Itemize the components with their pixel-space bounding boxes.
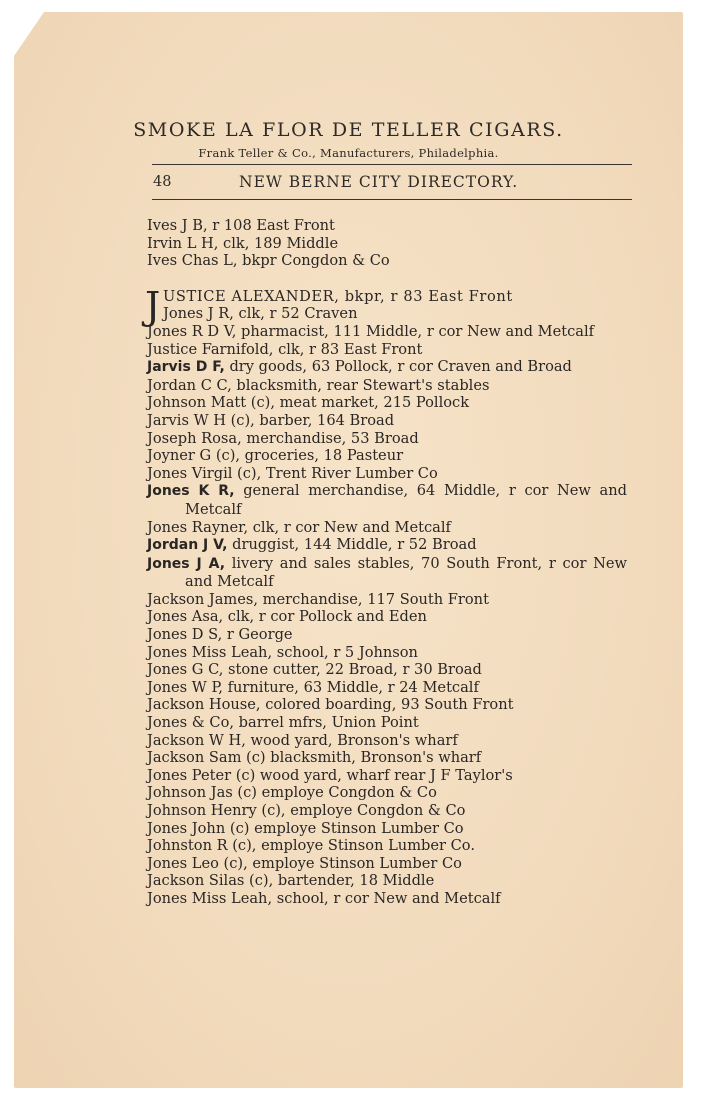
directory-entry: [147, 855, 627, 873]
entry-text: Jackson Silas (c), bartender, 18 Middle: [147, 872, 435, 890]
directory-entry: [147, 802, 627, 820]
entry-text: Jones D S, r George: [147, 626, 293, 644]
directory-entry: [147, 784, 627, 802]
entry-text: Jones Virgil (c), Trent River Lumber Co: [147, 464, 438, 482]
directory-entry: [147, 482, 627, 518]
section-first-line: USTICE ALEXANDER, bkpr, r 83 East Front: [163, 287, 513, 305]
entry-text: Jones & Co, barrel mfrs, Union Point: [147, 714, 419, 732]
directory-entry: [147, 820, 627, 838]
directory-page: [14, 12, 683, 1088]
advertiser-line: Frank Teller & Co., Manufacturers, Philadelphia.: [198, 146, 499, 160]
directory-entry: [147, 696, 627, 714]
header-rule-top: [152, 164, 632, 165]
directory-entry: [147, 555, 627, 591]
drop-cap: J: [145, 283, 161, 328]
entry-text: Jones G C, stone cutter, 22 Broad, r 30 Broad: [147, 661, 482, 679]
directory-entry: [147, 447, 627, 465]
directory-entry: [147, 323, 627, 341]
entries-before-section: [147, 217, 627, 270]
entry-text: Johnston R (c), employe Stinson Lumber Co.: [147, 837, 475, 855]
torn-corner: [14, 12, 44, 56]
entry-text: Jackson W H, wood yard, Bronson's wharf: [147, 731, 458, 749]
entry-text: Jones John (c) employe Stinson Lumber Co: [147, 819, 464, 837]
directory-entry: Ives J B, r 108 East Front: [147, 217, 335, 234]
directory-entry: [147, 837, 627, 855]
entry-text: Jones Miss Leah, school, r 5 Johnson: [147, 643, 418, 661]
entry-bold-name: Jones K R,: [147, 483, 235, 500]
entry-text: Justice Farnifold, clk, r 83 East Front: [147, 340, 423, 358]
page-number: 48: [153, 174, 172, 190]
directory-entry: [147, 732, 627, 750]
directory-entry: Irvin L H, clk, 189 Middle: [147, 234, 339, 252]
directory-entry: [147, 890, 627, 908]
directory-entry: [147, 679, 627, 697]
entry-text: Jones Miss Leah, school, r cor New and Metcalf: [147, 889, 501, 907]
directory-entry: [147, 626, 627, 644]
entry-text: Joyner G (c), groceries, 18 Pasteur: [147, 447, 404, 465]
entry-text: Jones Peter (c) wood yard, wharf rear J F Taylor's: [147, 766, 513, 784]
directory-entry: [147, 377, 627, 395]
directory-entry: [147, 394, 627, 412]
directory-entry: [147, 872, 627, 890]
directory-entry: [147, 714, 627, 732]
directory-entry: [147, 661, 627, 679]
entry-bold-name: Jones J A,: [147, 555, 226, 572]
directory-entry: [147, 767, 627, 785]
directory-entry: [147, 358, 627, 377]
entry-text: Jarvis W H (c), barber, 164 Broad: [147, 411, 395, 429]
entry-text: Johnson Matt (c), meat market, 215 Pollock: [147, 394, 470, 412]
running-title: NEW BERNE CITY DIRECTORY.: [239, 173, 519, 191]
directory-entry: [147, 591, 627, 609]
entry-text: Jones Rayner, clk, r cor New and Metcalf: [147, 518, 451, 536]
entry-text: dry goods, 63 Pollock, r cor Craven and Broad: [224, 358, 572, 376]
entry-text: Joseph Rosa, merchandise, 53 Broad: [147, 429, 419, 447]
directory-entry: [147, 430, 627, 448]
entry-bold-name: Jarvis D F,: [147, 359, 225, 376]
directory-entries: [147, 217, 627, 908]
header-rule-bottom: [152, 199, 632, 200]
section-second-line: Jones J R, clk, r 52 Craven: [163, 305, 358, 323]
directory-entry: [147, 412, 627, 430]
letter-section-j: [145, 283, 627, 328]
entry-list: [147, 323, 627, 908]
directory-entry: [147, 519, 627, 537]
entry-text: Jackson Sam (c) blacksmith, Bronson's wharf: [147, 749, 482, 767]
directory-entry: [147, 644, 627, 662]
entry-bold-name: Jordan J V,: [147, 537, 228, 554]
directory-entry: [147, 608, 627, 626]
entry-text: Jones W P, furniture, 63 Middle, r 24 Metcalf: [147, 678, 479, 696]
directory-entry: [147, 341, 627, 359]
entry-text: Jones Leo (c), employe Stinson Lumber Co: [147, 854, 462, 872]
entry-text: Johnson Jas (c) employe Congdon & Co: [147, 784, 437, 802]
entry-text: Jones Asa, clk, r cor Pollock and Eden: [147, 608, 427, 626]
directory-entry: [147, 465, 627, 483]
directory-entry: Ives Chas L, bkpr Congdon & Co: [147, 252, 390, 270]
entry-text: druggist, 144 Middle, r 52 Broad: [227, 536, 477, 554]
entry-text: Johnson Henry (c), employe Congdon & Co: [147, 802, 466, 819]
entry-text: Jackson House, colored boarding, 93 South Front: [147, 696, 514, 714]
entry-text: Jones R D V, pharmacist, 111 Middle, r cor New and Metcalf: [147, 322, 595, 340]
entry-text: Jackson James, merchandise, 117 South Front: [147, 590, 489, 608]
directory-entry: [147, 749, 627, 767]
entry-text: Jordan C C, blacksmith, rear Stewart's stables: [147, 376, 490, 394]
directory-entry: [147, 536, 627, 555]
advertisement-headline: SMOKE LA FLOR DE TELLER CIGARS.: [133, 119, 564, 141]
entry-text: general merchandise, 64 Middle, r cor New and Metcalf: [185, 482, 627, 518]
entry-text: livery and sales stables, 70 South Front, r cor New and Metcalf: [185, 554, 627, 591]
